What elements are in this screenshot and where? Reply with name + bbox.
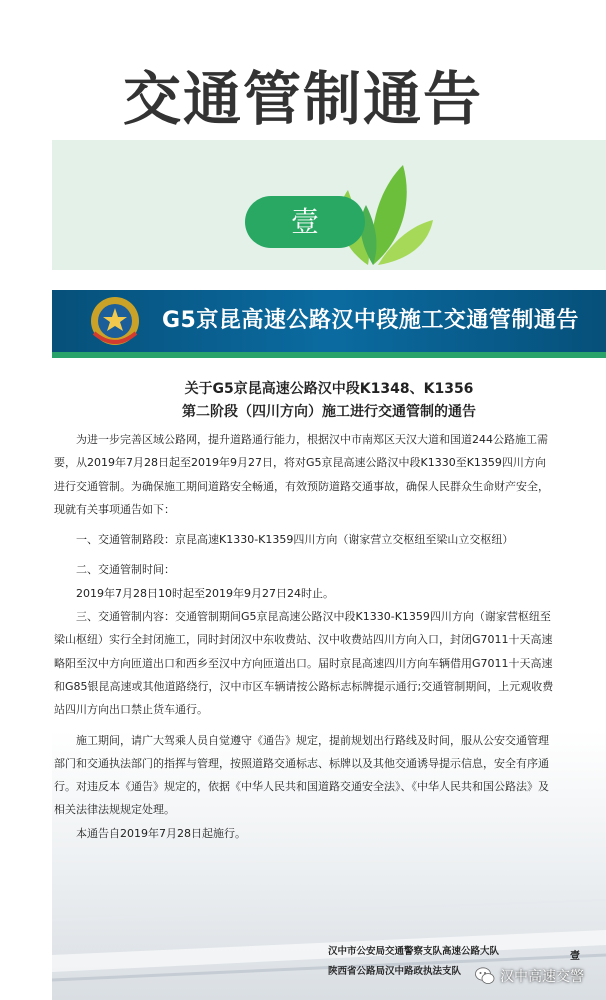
police-emblem-icon [88, 293, 142, 349]
notice-title-line2: 第二阶段（四川方向）施工进行交通管制的通告 [182, 404, 476, 420]
document-banner [52, 290, 606, 352]
paragraph-section-3: 三、交通管制内容：交通管制期间G5京昆高速公路汉中段K1330-K1359四川方向（谢家营枢纽至梁山枢纽）实行全封闭施工，同时封闭汉中东收费站、汉中收费站四川方向入口，封闭G7011十天高速略阳至汉中方向匝道出口和西乡至汉中方向匝道出口。届时京昆高速四川方向车辆借用G7011十天高速和G85银昆高速或其他道路绕行，汉中市区车辆请按公路标志标牌提示通行;交通管制期间，上元观收费站四川方向出口禁止货车通行。 [54, 610, 554, 717]
watermark-text: 汉中高速交警 [500, 969, 584, 985]
page-title: 交通管制通告 [122, 65, 483, 133]
paragraph-effective: 本通告自2019年7月28日起施行。 [76, 826, 246, 840]
section-badge: 壹 [245, 196, 365, 248]
paragraph-section-1: 一、交通管制路段：京昆高速K1330-K1359四川方向（谢家营立交枢纽至梁山立交枢纽） [76, 533, 514, 547]
banner-accent-line [52, 352, 606, 358]
banner-title: G5京昆高速公路汉中段施工交通管制通告 [162, 308, 579, 333]
signature-road-admin: 陕西省公路局汉中路政执法支队 [328, 966, 462, 977]
paragraph-time: 2019年7月28日10时起至2019年9月27日24时止。 [76, 586, 334, 600]
notice-body [54, 428, 554, 845]
paragraph-guidance: 施工期间，请广大驾乘人员自觉遵守《通告》规定，提前规划出行路线及时间，服从公安交通管理部门和交通执法部门的指挥与管理，按照道路交通标志、标牌以及其他交通诱导提示信息，安全有序通行。对违反本《通告》规定的，依据《中华人民共和国道路交通安全法》、《中华人民共和国公路法》及相关法律法规规定处理。 [54, 733, 549, 817]
signature-police: 汉中市公安局交通警察支队高速公路大队 [328, 946, 500, 957]
notice-title-line1: 关于G5京昆高速公路汉中段K1348、K1356 [184, 381, 474, 397]
wechat-icon [474, 965, 496, 987]
paragraph-intro: 为进一步完善区域公路网，提升道路通行能力，根据汉中市南郑区天汉大道和国道244公路施工需要，从2019年7月28日起至2019年9月27日，将对G5京昆高速公路汉中段K1330至K1359四川方向进行交通管制。为确保施工期间道路安全畅通，有效预防道路交通事故，确保人民群众生命财产安全，现就有关事项通告如下： [54, 433, 549, 516]
watermark [470, 962, 590, 990]
corner-stamp-char: 壹 [570, 951, 580, 962]
paragraph-section-2: 二、交通管制时间： [76, 563, 175, 577]
